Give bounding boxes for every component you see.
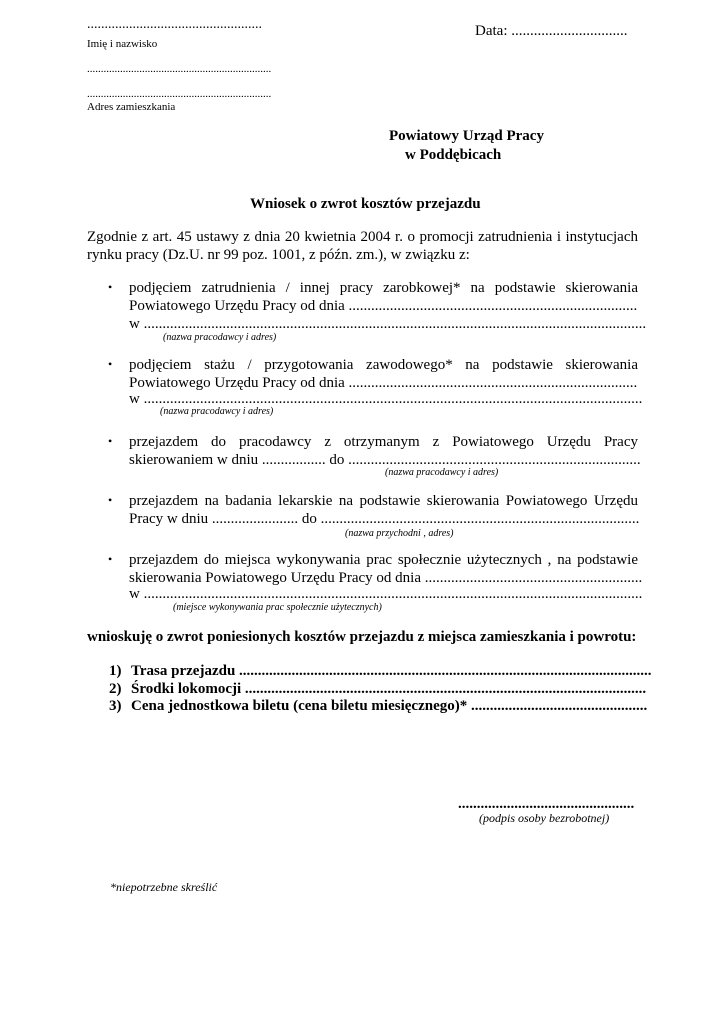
item-2-line-1: podjęciem stażu / przygotowania zawodowego* na podstawie skierowania	[129, 357, 638, 373]
item-5-line-2: skierowania Powiatowego Urzędu Pracy od dnia ..........................................................	[129, 570, 643, 586]
recipient-line-2: w Poddębicach	[405, 147, 502, 163]
list-number-1: 1)	[109, 663, 122, 679]
intro-line-1: Zgodnie z art. 45 ustawy z dnia 20 kwietnia 2004 r. o promocji zatrudnienia i instytucjach	[87, 229, 638, 245]
list-number-3: 3)	[109, 698, 122, 714]
item-5-line-3: w .....................................................................................................................................	[129, 586, 643, 602]
name-dots: ..................................................	[87, 17, 262, 32]
item-2-note: (nazwa pracodawcy i adres)	[160, 406, 274, 417]
request-statement: wnioskuję o zwrot poniesionych kosztów przejazdu z miejsca zamieszkania i powrotu:	[87, 629, 637, 645]
item-1-line-1: podjęciem zatrudnienia / innej pracy zarobkowej* na podstawie skierowania	[129, 280, 638, 296]
item-4-note: (nazwa przychodni , adres)	[345, 528, 454, 539]
item-3-line-1: przejazdem do pracodawcy z otrzymanym z Powiatowego Urzędu Pracy	[129, 434, 638, 450]
route-field: Trasa przejazdu ..............................................................................................................	[131, 663, 652, 679]
bullet-icon: •	[108, 493, 113, 507]
item-3-line-2: skierowaniem w dniu ................. do ..............................................................................	[129, 452, 641, 468]
bullet-icon: •	[108, 280, 113, 294]
document-title: Wniosek o zwrot kosztów przejazdu	[250, 196, 481, 212]
footnote: *niepotrzebne skreślić	[110, 880, 218, 894]
item-4-line-1: przejazdem na badania lekarskie na podstawie skierowania Powiatowego Urzędu	[129, 493, 638, 509]
bullet-icon: •	[108, 357, 113, 371]
transport-field: Środki lokomocji ...........................................................................................................	[131, 681, 647, 697]
ticket-price-field: Cena jednostkowa biletu (cena biletu miesięcznego)* ...............................................	[131, 698, 648, 714]
item-1-line-3: w ......................................................................................................................................	[129, 316, 647, 332]
item-2-line-2: Powiatowego Urzędu Pracy od dnia .............................................................................	[129, 375, 638, 391]
address-dots-2: ...................................................................	[87, 88, 272, 100]
list-number-2: 2)	[109, 681, 122, 697]
item-2-line-3: w .....................................................................................................................................	[129, 391, 643, 407]
item-1-note: (nazwa pracodawcy i adres)	[163, 332, 277, 343]
bullet-icon: •	[108, 434, 113, 448]
item-1-line-2: Powiatowego Urzędu Pracy od dnia .............................................................................	[129, 298, 638, 314]
item-3-note: (nazwa pracodawcy i adres)	[385, 467, 499, 478]
signature-label: (podpis osoby bezrobotnej)	[479, 811, 610, 825]
intro-line-2: rynku pracy (Dz.U. nr 99 poz. 1001, z późn. zm.), w związku z:	[87, 247, 470, 263]
item-4-line-2: Pracy w dniu ....................... do .....................................................................................	[129, 511, 640, 527]
item-5-line-1: przejazdem do miejsca wykonywania prac społecznie użytecznych , na podstawie	[129, 552, 638, 568]
bullet-icon: •	[108, 552, 113, 566]
address-dots-1: ...................................................................	[87, 63, 272, 75]
date-field: Data: ...............................	[475, 23, 628, 39]
recipient-line-1: Powiatowy Urząd Pracy	[389, 128, 544, 144]
name-label: Imię i nazwisko	[87, 38, 158, 50]
signature-dots: ...............................................	[458, 796, 635, 812]
address-label: Adres zamieszkania	[87, 101, 176, 113]
item-5-note: (miejsce wykonywania prac społecznie użytecznych)	[173, 602, 382, 613]
